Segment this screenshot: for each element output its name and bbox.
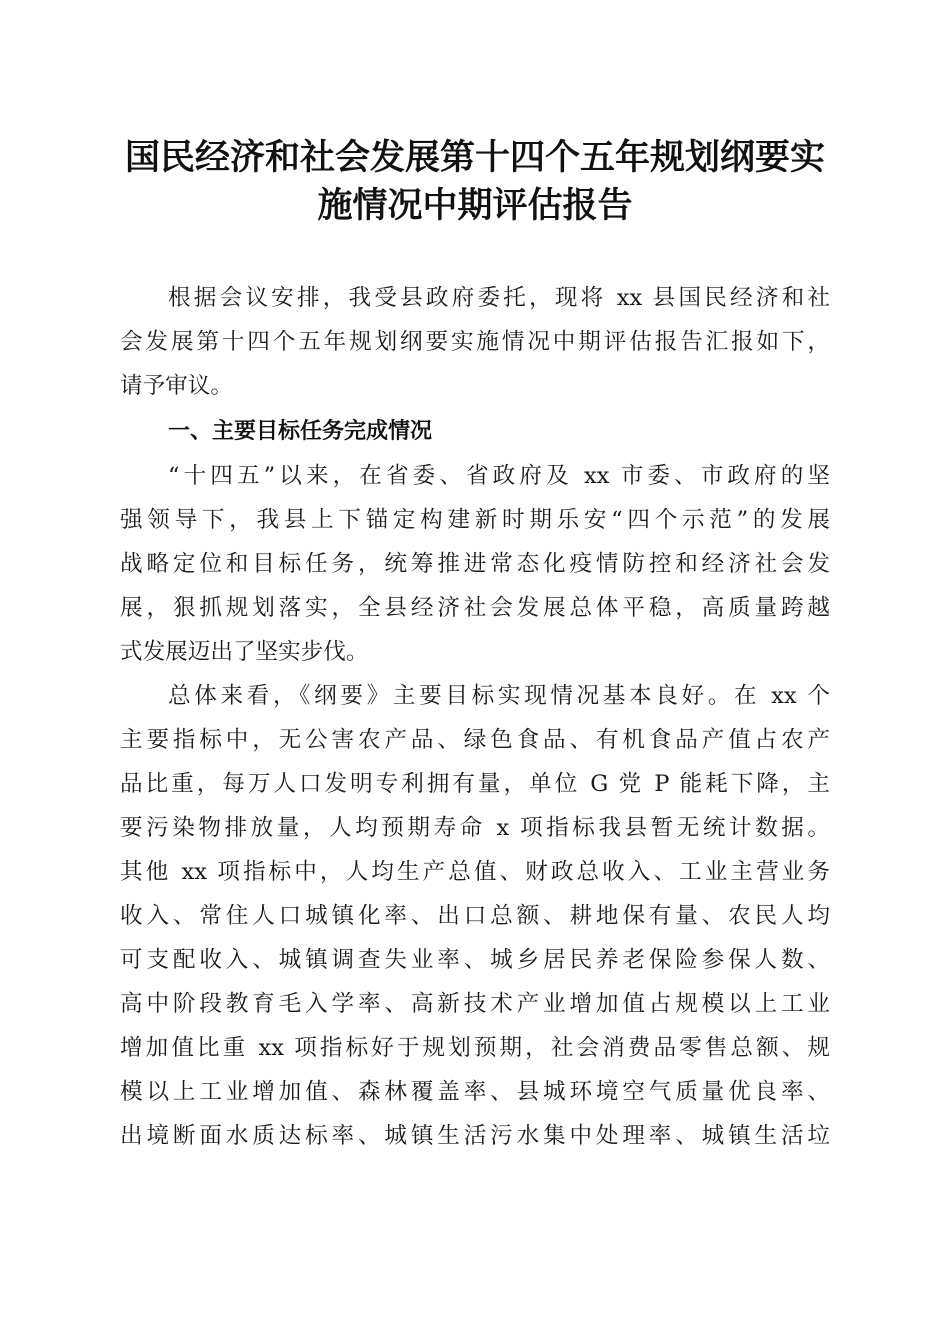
paragraph-line: 强领导下，我县上下锚定构建新时期乐安“四个示范”的发展 <box>120 507 830 533</box>
paragraph-line: 品比重，每万人口发明专利拥有量，单位 G 党 P 能耗下降，主 <box>120 771 830 797</box>
document-title <box>110 134 840 230</box>
paragraph-line: 增加值比重 xx 项指标好于规划预期，社会消费品零售总额、规 <box>120 1035 830 1061</box>
paragraph-line: 要污染物排放量，人均预期寿命 x 项指标我县暂无统计数据。 <box>120 815 830 841</box>
paragraph-line: 出境断面水质达标率、城镇生活污水集中处理率、城镇生活垃 <box>120 1123 830 1149</box>
intro-line: 根据会议安排，我受县政府委托，现将 xx 县国民经济和社 <box>168 285 830 311</box>
paragraph-line: 收入、常住人口城镇化率、出口总额、耕地保有量、农民人均 <box>120 903 830 929</box>
section-heading: 一、主要目标任务完成情况 <box>168 419 433 444</box>
title-line: 施情况中期评估报告 <box>317 185 633 226</box>
paragraph-line: 总体来看，《纲要》主要目标实现情况基本良好。在 xx 个 <box>168 683 830 709</box>
paragraph-line: 展，狠抓规划落实，全县经济社会发展总体平稳，高质量跨越 <box>120 595 830 621</box>
paragraph-line: 战略定位和目标任务，统筹推进常态化疫情防控和经济社会发 <box>120 551 830 577</box>
title-line: 国民经济和社会发展第十四个五年规划纲要实 <box>124 137 825 178</box>
paragraph-line: “十四五”以来，在省委、省政府及 xx 市委、市政府的坚 <box>168 463 830 489</box>
paragraph-line: 模以上工业增加值、森林覆盖率、县城环境空气质量优良率、 <box>120 1079 830 1105</box>
paragraph-line: 其他 xx 项指标中，人均生产总值、财政总收入、工业主营业务 <box>120 859 830 885</box>
intro-line: 会发展第十四个五年规划纲要实施情况中期评估报告汇报如下， <box>120 329 830 355</box>
paragraph-line: 式发展迈出了坚实步伐。 <box>120 639 369 665</box>
paragraph-line: 高中阶段教育毛入学率、高新技术产业增加值占规模以上工业 <box>120 991 830 1017</box>
paragraph-line: 可支配收入、城镇调查失业率、城乡居民养老保险参保人数、 <box>120 947 830 973</box>
paragraph-line: 主要指标中，无公害农产品、绿色食品、有机食品产值占农产 <box>120 727 830 753</box>
intro-line: 请予审议。 <box>120 373 233 399</box>
